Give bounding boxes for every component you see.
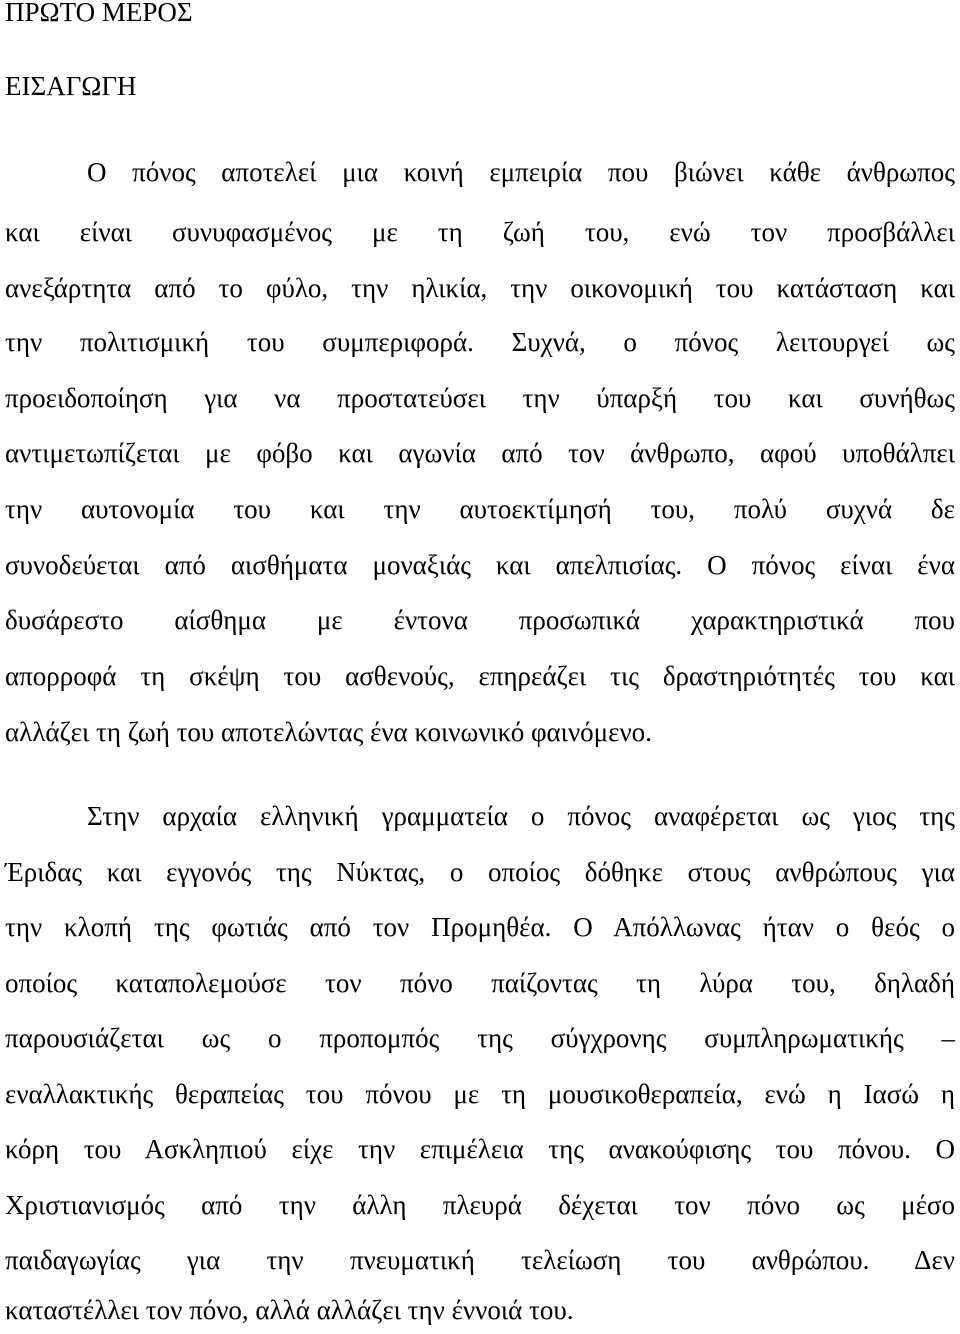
paragraph-line: την πολιτισμική του συμπεριφορά. Συχνά, ο πόνος λειτουργεί ως (5, 327, 955, 357)
paragraph-line: την αυτονομία του και την αυτοεκτίμησή του, πολύ συχνά δε (5, 494, 955, 524)
paragraph-line: Έριδας και εγγονός της Νύκτας, ο οποίος δόθηκε στους ανθρώπους για (5, 857, 955, 887)
paragraph-line: Χριστιανισμός από την άλλη πλευρά δέχεται τον πόνο ως μέσο (5, 1190, 955, 1220)
paragraph-line: Ο πόνος αποτελεί μια κοινή εμπειρία που βιώνει κάθε άνθρωπος (87, 157, 955, 187)
paragraph-line: κόρη του Ασκληπιού είχε την επιμέλεια της ανακούφισης του πόνου. Ο (5, 1134, 955, 1164)
paragraph-line: ανεξάρτητα από το φύλο, την ηλικία, την οικονομική του κατάσταση και (5, 273, 955, 303)
part-heading: ΠΡΩΤΟ ΜΕΡΟΣ (5, 0, 193, 27)
paragraph-line: καταστέλλει τον πόνο, αλλά αλλάζει την έννοιά του. (5, 1295, 574, 1325)
paragraph-line: απορροφά τη σκέψη του ασθενούς, επηρεάζει τις δραστηριότητές του και (5, 661, 955, 691)
paragraph-line: δυσάρεστο αίσθημα με έντονα προσωπικά χαρακτηριστικά που (5, 605, 955, 635)
paragraph-line: παιδαγωγίας για την πνευματική τελείωση του ανθρώπου. Δεν (5, 1245, 955, 1275)
paragraph-line: συνοδεύεται από αισθήματα μοναξιάς και απελπισίας. Ο πόνος είναι ένα (5, 550, 955, 580)
paragraph-line: εναλλακτικής θεραπείας του πόνου με τη μουσικοθεραπεία, ενώ η Ιασώ η (5, 1079, 955, 1109)
paragraph-line: την κλοπή της φωτιάς από τον Προμηθέα. Ο Απόλλωνας ήταν ο θεός ο (5, 912, 955, 942)
paragraph-line: και είναι συνυφασμένος με τη ζωή του, ενώ τον προσβάλλει (5, 217, 955, 247)
paragraph-line: Στην αρχαία ελληνική γραμματεία ο πόνος αναφέρεται ως γιος της (87, 801, 955, 831)
paragraph-line: οποίος καταπολεμούσε τον πόνο παίζοντας τη λύρα του, δηλαδή (5, 968, 955, 998)
paragraph-line: παρουσιάζεται ως ο προπομπός της σύγχρονης συμπληρωματικής – (5, 1023, 955, 1053)
paragraph-line: αντιμετωπίζεται με φόβο και αγωνία από τον άνθρωπο, αφού υποθάλπει (5, 438, 955, 468)
section-heading: ΕΙΣΑΓΩΓΗ (5, 71, 137, 101)
paragraph-line: αλλάζει τη ζωή του αποτελώντας ένα κοινωνικό φαινόμενο. (5, 717, 652, 747)
paragraph-line: προειδοποίηση για να προστατεύσει την ύπαρξή του και συνήθως (5, 383, 955, 413)
